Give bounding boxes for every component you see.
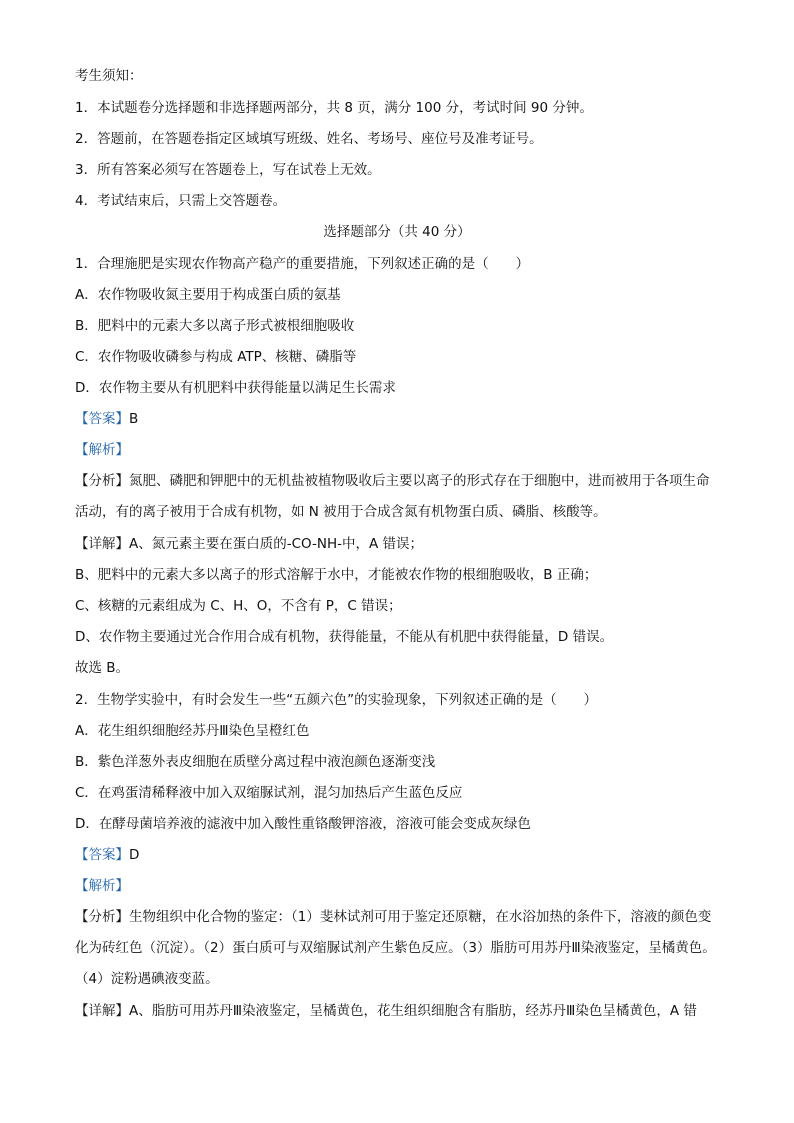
q2-option-c: C．在鸡蛋清稀释液中加入双缩脲试剂，混匀加热后产生蓝色反应 bbox=[75, 785, 463, 801]
q1-xiangjie-line-2: B、肥料中的元素大多以离子的形式溶解于水中，才能被农作物的根细胞吸收，B 正确； bbox=[75, 567, 598, 583]
q1-option-d: D．农作物主要从有机肥料中获得能量以满足生长需求 bbox=[75, 380, 396, 396]
notice-item-1: 1．本试题卷分选择题和非选择题两部分，共 8 页，满分 100 分，考试时间 90 分钟。 bbox=[75, 100, 593, 116]
q2-fenxi-text: 生物组织中化合物的鉴定：（1）斐林试剂可用于鉴定还原糖，在水浴加热的条件下，溶液的颜色变化为砖红色（沉淀）。（2）蛋白质可与双缩脲试剂产生紫色反应。（3）脂肪可用苏丹Ⅲ染液鉴定，呈橘黄色。（4）淀粉遇碘液变蓝。 bbox=[75, 909, 716, 987]
q1-xiangjie-line-3: C、核糖的元素组成为 C、H、O，不含有 P，C 错误； bbox=[75, 598, 402, 614]
notice-item-3: 3．所有答案必须写在答题卷上，写在试卷上无效。 bbox=[75, 162, 381, 178]
q2-option-d: D．在酵母菌培养液的滤液中加入酸性重铬酸钾溶液，溶液可能会变成灰绿色 bbox=[75, 816, 531, 832]
q2-analysis-tag bbox=[75, 876, 129, 896]
q2-xiangjie-text: A、脂肪可用苏丹Ⅲ染液鉴定，呈橘黄色，花生组织细胞含有脂肪，经苏丹Ⅲ染色呈橘黄色，A 错 bbox=[129, 1003, 697, 1019]
q1-answer bbox=[75, 409, 138, 429]
notice-title: 考生须知： bbox=[75, 68, 143, 84]
q1-xiangjie-line-4: D、农作物主要通过光合作用合成有机物，获得能量，不能从有机肥中获得能量，D 错误。 bbox=[75, 629, 614, 645]
q2-answer bbox=[75, 845, 139, 865]
q1-option-a: A．农作物吸收氮主要用于构成蛋白质的氨基 bbox=[75, 287, 341, 303]
q1-stem: 1．合理施肥是实现农作物高产稳产的重要措施，下列叙述正确的是（ ） bbox=[75, 256, 530, 272]
q1-analysis-label: 【解析】 bbox=[75, 442, 129, 458]
q1-answer-tag: 【答案】 bbox=[75, 411, 129, 427]
q2-option-b: B．紫色洋葱外表皮细胞在质壁分离过程中液泡颜色逐渐变浅 bbox=[75, 754, 436, 770]
q1-option-c: C．农作物吸收磷参与构成 ATP、核糖、磷脂等 bbox=[75, 349, 357, 365]
q1-conclusion: 故选 B。 bbox=[75, 660, 130, 676]
q2-stem: 2．生物学实验中，有时会发生一些“五颜六色”的实验现象，下列叙述正确的是（ ） bbox=[75, 692, 598, 708]
q1-analysis-tag bbox=[75, 440, 129, 460]
q1-fenxi bbox=[75, 466, 720, 528]
q1-fenxi-text: 氮肥、磷肥和钾肥中的无机盐被植物吸收后主要以离子的形式存在于细胞中，进而被用于各项生命活动，有的离子被用于合成有机物，如 N 被用于合成含氮有机物蛋白质、磷脂、核酸等。 bbox=[75, 473, 710, 520]
q2-option-a: A．花生组织细胞经苏丹Ⅲ染色呈橙红色 bbox=[75, 723, 310, 739]
q2-analysis-label: 【解析】 bbox=[75, 878, 129, 894]
q1-answer-value: B bbox=[129, 411, 139, 427]
q2-fenxi-tag: 【分析】 bbox=[75, 909, 129, 925]
section-title: 选择题部分（共 40 分） bbox=[323, 224, 471, 240]
notice-item-2: 2．答题前，在答题卷指定区域填写班级、姓名、考场号、座位号及准考证号。 bbox=[75, 131, 543, 147]
q1-xiangjie-text-1: A、氮元素主要在蛋白质的-CO-NH-中，A 错误； bbox=[129, 536, 424, 552]
q1-fenxi-tag: 【分析】 bbox=[75, 473, 129, 489]
q2-fenxi bbox=[75, 902, 720, 995]
q1-xiangjie-line-1 bbox=[75, 534, 423, 554]
q2-xiangjie bbox=[75, 1001, 697, 1021]
notice-item-4: 4．考试结束后，只需上交答题卷。 bbox=[75, 193, 287, 209]
q1-xiangjie-tag: 【详解】 bbox=[75, 536, 129, 552]
q1-option-b: B．肥料中的元素大多以离子形式被根细胞吸收 bbox=[75, 318, 355, 334]
q2-answer-value: D bbox=[129, 847, 140, 863]
q2-answer-tag: 【答案】 bbox=[75, 847, 129, 863]
q2-xiangjie-tag: 【详解】 bbox=[75, 1003, 129, 1019]
